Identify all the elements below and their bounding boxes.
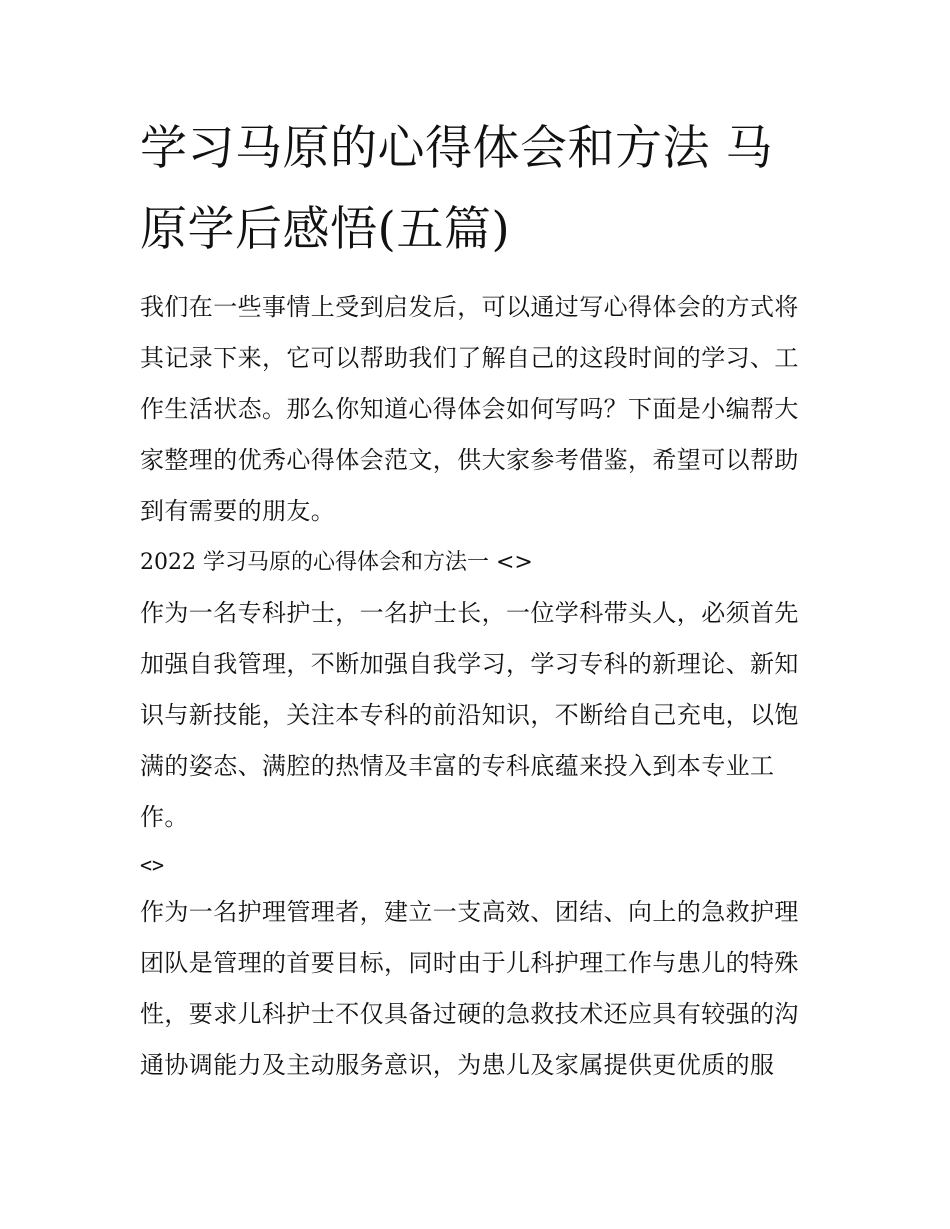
document-title: 学习马原的心得体会和方法 马原学后感悟(五篇): [140, 121, 773, 257]
body-paragraph-1: 作为一名专科护士，一名护士长，一位学科带头人，必须首先加强自我管理，不断加强自我学习，学习专科的新理论、新知识与新技能，关注本专科的前沿知识，不断给自己充电，以饱满的姿态、满腔的热情及丰富的专科底蕴来投入到本专业工作。: [140, 599, 799, 831]
section-heading: 2022 学习马原的心得体会和方法一 <>: [140, 550, 533, 575]
placeholder-marker: <>: [140, 853, 165, 877]
document-body: [140, 108, 820, 1091]
body-paragraph-2: 作为一名护理管理者，建立一支高效、团结、向上的急救护理团队是管理的首要目标，同时由于儿科护理工作与患儿的特殊性，要求儿科护士不仅具备过硬的急救技术还应具有较强的沟通协调能力及主动服务意识，为患儿及家属提供更优质的服: [140, 898, 799, 1079]
intro-paragraph: 我们在一些事情上受到启发后，可以通过写心得体会的方式将其记录下来，它可以帮助我们了解自己的这段时间的学习、工作生活状态。那么你知道心得体会如何写吗？下面是小编帮大家整理的优秀心得体会范文，供大家参考借鉴，希望可以帮助到有需要的朋友。: [140, 293, 799, 525]
